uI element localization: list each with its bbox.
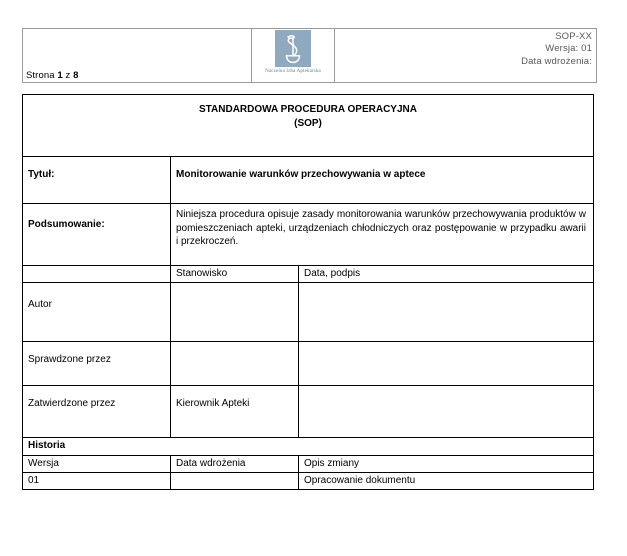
- row-historia-headers: [23, 456, 594, 473]
- podsumowanie-value: Niniejsza procedura opisuje zasady monitorowania warunków przechowywania produktów w pomieszczeniach apteki, urządzeniach chłodniczych oraz postępowanie w przypadku awarii i przekroczeń.: [171, 204, 594, 266]
- historia-cell-wersja: 01: [23, 473, 171, 490]
- row-podsumowanie: [23, 204, 594, 266]
- sprawdzone-data-podpis-field[interactable]: [299, 342, 594, 386]
- zatwierdzone-data-podpis-field[interactable]: [299, 386, 594, 438]
- autor-stanowisko-field[interactable]: [171, 283, 299, 342]
- row-zatwierdzone-przez: [23, 386, 594, 438]
- sprawdzone-label: Sprawdzone przez: [23, 342, 171, 386]
- header-meta-block: [521, 31, 592, 68]
- row-tytul: [23, 157, 594, 204]
- document-title-line2: (SOP): [294, 117, 322, 129]
- historia-cell-data-wdrozenia[interactable]: [171, 473, 299, 490]
- page-middle: z: [62, 70, 74, 81]
- autor-data-podpis-field[interactable]: [299, 283, 594, 342]
- row-historia-title: [23, 438, 594, 456]
- podsumowanie-label: Podsumowanie:: [23, 204, 171, 266]
- document-title-cell: [23, 95, 594, 157]
- document-title-line1: STANDARDOWA PROCEDURA OPERACYJNA: [199, 104, 417, 115]
- row-document-title: [23, 95, 594, 157]
- row-signature-headers: [23, 266, 594, 283]
- version-label: Wersja: 01: [545, 43, 592, 55]
- zatwierdzone-label: Zatwierdzone przez: [23, 386, 171, 438]
- page-current: 1: [57, 70, 63, 81]
- sop-main-table: [22, 94, 594, 490]
- historia-cell-opis-zmiany: Opracowanie dokumentu: [299, 473, 594, 490]
- row-sprawdzone-przez: [23, 342, 594, 386]
- header-row: [23, 29, 597, 83]
- autor-label: Autor: [23, 283, 171, 342]
- tytul-value: Monitorowanie warunków przechowywania w aptece: [171, 157, 594, 204]
- header-left-cell: [23, 29, 252, 83]
- historia-header-opis-zmiany: Opis zmiany: [299, 456, 594, 473]
- bowl-of-hygieia-icon: [275, 30, 311, 67]
- page-number-label: [26, 70, 78, 81]
- table-row: [23, 473, 594, 490]
- historia-section-title: Historia: [23, 438, 594, 456]
- signature-header-stanowisko: Stanowisko: [171, 266, 299, 283]
- logo: [252, 30, 334, 74]
- header-right-cell: [335, 29, 597, 83]
- row-autor: [23, 283, 594, 342]
- tytul-label: Tytuł:: [23, 157, 171, 204]
- signature-header-blank: [23, 266, 171, 283]
- header-logo-cell: [252, 29, 335, 83]
- page-label-prefix: Strona: [26, 70, 58, 81]
- page-total: 8: [73, 70, 79, 81]
- logo-caption: Naczelna Izba Aptekarska: [265, 68, 321, 74]
- sop-code: SOP-XX: [555, 31, 592, 42]
- document-header-table: [22, 28, 597, 83]
- zatwierdzone-stanowisko-field[interactable]: Kierownik Apteki: [171, 386, 299, 438]
- signature-header-data-podpis: Data, podpis: [299, 266, 594, 283]
- historia-header-data-wdrozenia: Data wdrożenia: [171, 456, 299, 473]
- implementation-date-label: Data wdrożenia:: [521, 55, 592, 67]
- sprawdzone-stanowisko-field[interactable]: [171, 342, 299, 386]
- historia-header-wersja: Wersja: [23, 456, 171, 473]
